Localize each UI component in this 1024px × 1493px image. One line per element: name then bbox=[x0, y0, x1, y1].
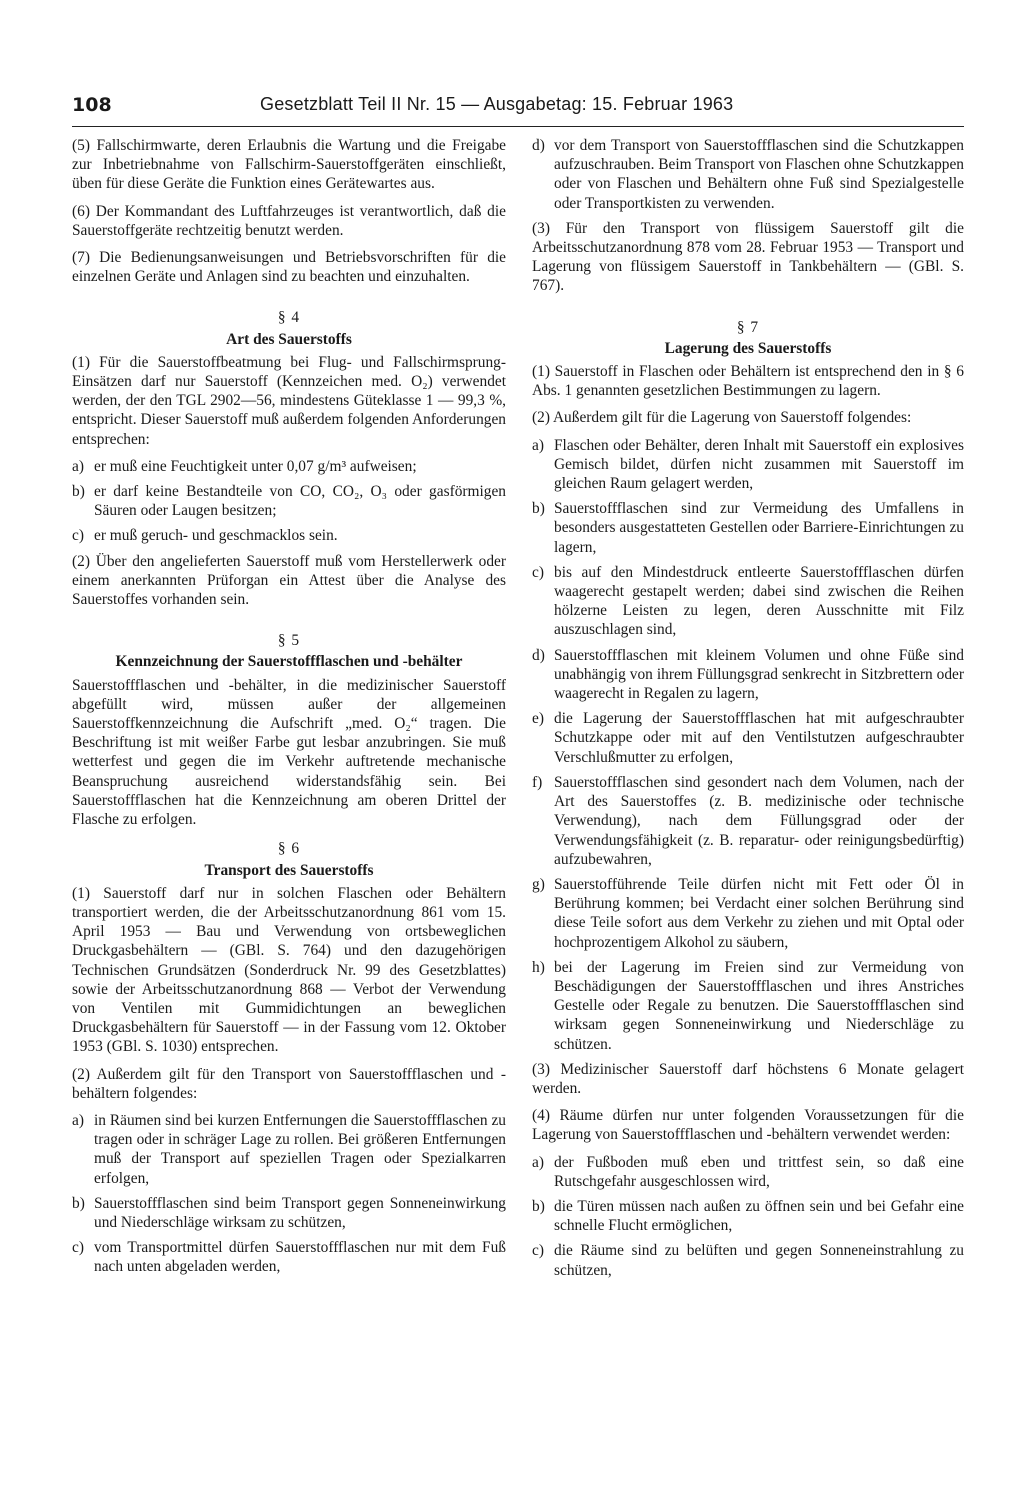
page-number: 108 bbox=[72, 94, 112, 116]
list-label: a) bbox=[532, 436, 544, 454]
page-header bbox=[72, 92, 964, 127]
list-item bbox=[72, 482, 506, 520]
list-label: c) bbox=[72, 527, 84, 545]
list-item bbox=[532, 499, 964, 557]
list-item bbox=[532, 563, 964, 640]
list-label: b) bbox=[72, 1194, 85, 1212]
list-label: b) bbox=[532, 1197, 545, 1215]
list-item bbox=[532, 646, 964, 704]
list-item bbox=[532, 709, 964, 767]
list-item bbox=[532, 136, 964, 213]
list-item bbox=[532, 875, 964, 952]
section-4-title: Art des Sauerstoffs bbox=[226, 330, 352, 348]
paragraph-6: (6) Der Kommandant des Luftfahrzeuges ist verantwortlich, daß die Sauerstoffgeräte rechtzeitig benutzt werden. bbox=[72, 202, 506, 239]
list-label: b) bbox=[532, 500, 545, 518]
list-item bbox=[532, 1197, 964, 1235]
list-label: e) bbox=[532, 710, 544, 728]
list-label: b) bbox=[72, 483, 85, 501]
list-item bbox=[532, 436, 964, 494]
list-label: h) bbox=[532, 958, 545, 976]
list-item bbox=[72, 1194, 506, 1232]
list-label: f) bbox=[532, 773, 543, 791]
paragraph-5: (5) Fallschirmwarte, deren Erlaubnis die Wartung und die Freigabe zur Inbetriebnahme von Fallschirm-Sauerstoffgeräten einschließt, üben für diese Geräte die Funktion eines Gerätewartes aus. bbox=[72, 137, 506, 193]
list-item bbox=[72, 1111, 506, 1188]
section-4-paragraph-2: (2) Über den angelieferten Sauerstoff muß vom Herstellerwerk oder einem anerkannten Prüforgan ein Attest über die Analyse des Sauerstoffes vorhanden sein. bbox=[72, 552, 506, 609]
list-label: c) bbox=[72, 1239, 84, 1257]
list-item bbox=[532, 773, 964, 869]
list-text: die Türen müssen nach außen zu öffnen sein und bei Gefahr eine schnelle Flucht ermöglichen, bbox=[554, 1197, 964, 1235]
list-label: d) bbox=[532, 137, 545, 154]
list-text: er darf keine Bestandteile von CO, CO₂, O₃ oder gasförmigen Säuren oder Laugen besitzen; bbox=[94, 483, 506, 520]
section-7-paragraph-3: (3) Medizinischer Sauerstoff darf höchstens 6 Monate gelagert werden. bbox=[532, 1060, 964, 1097]
section-5-paragraph: Sauerstoffflaschen und -behälter, in die medizinischer Sauerstoff abgefüllt wird, müssen außer der allgemeinen Sauerstoffkennzeichnung die Aufschrift „med. O₂“ tragen. Die Beschriftung ist mit weißer Farbe gut lesbar anzubringen. Sie muß wetterfest und gegen die im Verkehr auftretende mechanische Beanspruchung ausreichend widerstandsfähig sein. Bei Sauerstoffflaschen hat die Kennzeichnung am oberen Drittel der Flasche zu erfolgen. bbox=[72, 676, 506, 829]
list-text: der Fußboden muß eben und trittfest sein, so daß eine Rutschgefahr ausgeschlossen wird, bbox=[554, 1153, 964, 1190]
header-title: Gesetzblatt Teil II Nr. 15 — Ausgabetag: 15. Februar 1963 bbox=[260, 94, 734, 114]
section-4-number: § 4 bbox=[277, 309, 301, 327]
list-text: bis auf den Mindestdruck entleerte Sauerstoffflaschen dürfen waagerecht gestapelt werden; dabei sind zwischen die Reihen hölzerne Leisten zu legen, deren Ausschnitte mit Filz auszuschlagen sind, bbox=[554, 563, 964, 639]
list-text: vom Transportmittel dürfen Sauerstoffflaschen nur mit dem Fuß nach unten abgeladen werden, bbox=[94, 1239, 506, 1276]
section-6-paragraph-3: (3) Für den Transport von flüssigem Sauerstoff gilt die Arbeitsschutzanordnung 878 vom 28. Februar 1953 — Transport und Lagerung von flüssigem Sauerstoff in Tankbehältern — (GBl. S. 767). bbox=[532, 219, 964, 295]
section-7-paragraph-2: (2) Außerdem gilt für die Lagerung von Sauerstoff folgendes: bbox=[532, 409, 912, 427]
list-text: vor dem Transport von Sauerstoffflaschen sind die Schutzkappen aufzuschrauben. Beim Transport von Flaschen ohne Schutzkappen oder von Flaschen und Behältern ohne Fuß sind Spezialgestelle oder Transportkisten zu verwenden. bbox=[554, 137, 964, 212]
right-column bbox=[532, 136, 964, 1286]
section-6-paragraph-2: (2) Außerdem gilt für den Transport von Sauerstoffflaschen und -behältern folgendes: bbox=[72, 1065, 506, 1102]
section-7-title: Lagerung des Sauerstoffs bbox=[664, 339, 832, 357]
list-item bbox=[72, 1238, 506, 1276]
list-text: Sauerstoffflaschen sind zur Vermeidung des Umfallens in besonders ausgestatteten Gestellen oder Barriere-Einrichtungen zu lagern, bbox=[554, 500, 964, 556]
list-text: in Räumen sind bei kurzen Entfernungen die Sauerstoffflaschen zu tragen oder in schräger Lage zu rollen. Bei größeren Entfernungen muß der Transport auf speziellen Tragen oder Spezialkarren erfolgen, bbox=[94, 1111, 506, 1187]
section-6-title: Transport des Sauerstoffs bbox=[204, 861, 374, 879]
list-text: Sauerstoffflaschen sind gesondert nach dem Volumen, nach der Art des Sauerstoffes (z. B. medizinische oder technische Verwendung), nach dem Füllungsgrad oder der Verwendungsfähigkeit (z. B. reparatur- oder reinigungsbedürftig) aufzubewahren, bbox=[554, 773, 964, 868]
paragraph-7: (7) Die Bedienungsanweisungen und Betriebsvorschriften für die einzelnen Geräte und Anlagen sind zu beachten und einzuhalten. bbox=[72, 249, 506, 286]
list-label: c) bbox=[532, 563, 544, 581]
list-label: a) bbox=[72, 1111, 84, 1129]
list-item bbox=[72, 457, 506, 476]
list-text: bei der Lagerung im Freien sind zur Vermeidung von Beschädigungen der Sauerstoffflaschen und ihres Anstriches Gestelle oder Regale zu benutzen. Die Sauerstoffflaschen sind wirksam gegen Sonneneinwirkung und Niederschläge zu schützen. bbox=[554, 958, 964, 1053]
list-label: d) bbox=[532, 646, 545, 664]
section-6-paragraph-1: (1) Sauerstoff darf nur in solchen Flaschen oder Behältern transportiert werden, die der Arbeitsschutzanordnung 861 vom 15. April 1953 — Bau und Verwendung von ortsbeweglichen Druckgasbehältern — (GBl. S. 764) und den dazugehörigen Technischen Grundsätzen (Sonderdruck Nr. 99 des Gesetzblattes) sowie der Arbeitsschutzanordnung 868 — Verbot der Verwendung von Ventilen mit Gummidichtungen an beweglichen Druckgasbehältern für Sauerstoff — in der Fassung vom 12. Oktober 1953 (GBl. S. 1030) entsprechen. bbox=[72, 884, 506, 1056]
list-text: er muß geruch- und geschmacklos sein. bbox=[94, 527, 338, 545]
list-text: die Lagerung der Sauerstoffflaschen hat mit aufgeschraubter Schutzkappe oder mit auf den Ventilstutzen aufgeschraubter Verschlußmutter zu erfolgen, bbox=[554, 710, 964, 766]
left-column bbox=[72, 136, 506, 1283]
list-text: er muß eine Feuchtigkeit unter 0,07 g/m³ aufweisen; bbox=[94, 457, 417, 475]
section-5-title: Kennzeichnung der Sauerstoffflaschen und -behälter bbox=[115, 653, 463, 671]
list-text: Sauerstoffflaschen sind beim Transport gegen Sonneneinwirkung und Niederschläge wirksam zu schützen, bbox=[94, 1194, 506, 1231]
list-item bbox=[532, 1153, 964, 1191]
list-text: die Räume sind zu belüften und gegen Sonneneinstrahlung zu schützen, bbox=[554, 1242, 964, 1279]
section-5-number: § 5 bbox=[277, 632, 301, 650]
section-7-paragraph-1: (1) Sauerstoff in Flaschen oder Behältern ist entsprechend den in § 6 Abs. 1 genannten gesetzlichen Bestimmungen zu lagern. bbox=[532, 363, 964, 400]
section-7-paragraph-4: (4) Räume dürfen nur unter folgenden Voraussetzungen für die Lagerung von Sauerstoffflaschen und -behältern verwendet werden: bbox=[532, 1107, 964, 1144]
list-label: g) bbox=[532, 875, 545, 893]
section-6-number: § 6 bbox=[277, 840, 301, 858]
list-item bbox=[72, 526, 506, 545]
list-text: Sauerstofführende Teile dürfen nicht mit Fett oder Öl in Berührung kommen; bei Verdacht einer solchen Berührung sind diese Teile sofort aus dem Verkehr zu ziehen und mit Optal oder hochprozentigem Alkohol zu säubern, bbox=[554, 875, 964, 951]
list-item bbox=[532, 1241, 964, 1279]
section-4-paragraph-1: (1) Für die Sauerstoffbeatmung bei Flug- und Fallschirmsprung-Einsätzen darf nur Sauerstoff (Kennzeichen med. O₂) verwendet werden, der den TGL 2902—56, mindestens Güteklasse 1 — 99,3 %, entspricht. Dieser Sauerstoff muß außerdem folgenden Anforderungen entsprechen: bbox=[72, 353, 506, 448]
list-label: a) bbox=[72, 457, 84, 475]
list-item bbox=[532, 958, 964, 1054]
section-7-number: § 7 bbox=[736, 318, 760, 336]
list-label: a) bbox=[532, 1153, 544, 1171]
list-text: Sauerstoffflaschen mit kleinem Volumen und ohne Füße sind unabhängig von ihrem Füllungsgrad senkrecht in Sitzbrettern oder waagerecht in Regalen zu lagern, bbox=[554, 646, 964, 703]
list-text: Flaschen oder Behälter, deren Inhalt mit Sauerstoff ein explosives Gemisch bildet, dürfen nicht zusammen mit Sauerstoff im gleichen Raum gelagert werden, bbox=[554, 436, 964, 493]
list-label: c) bbox=[532, 1242, 544, 1260]
